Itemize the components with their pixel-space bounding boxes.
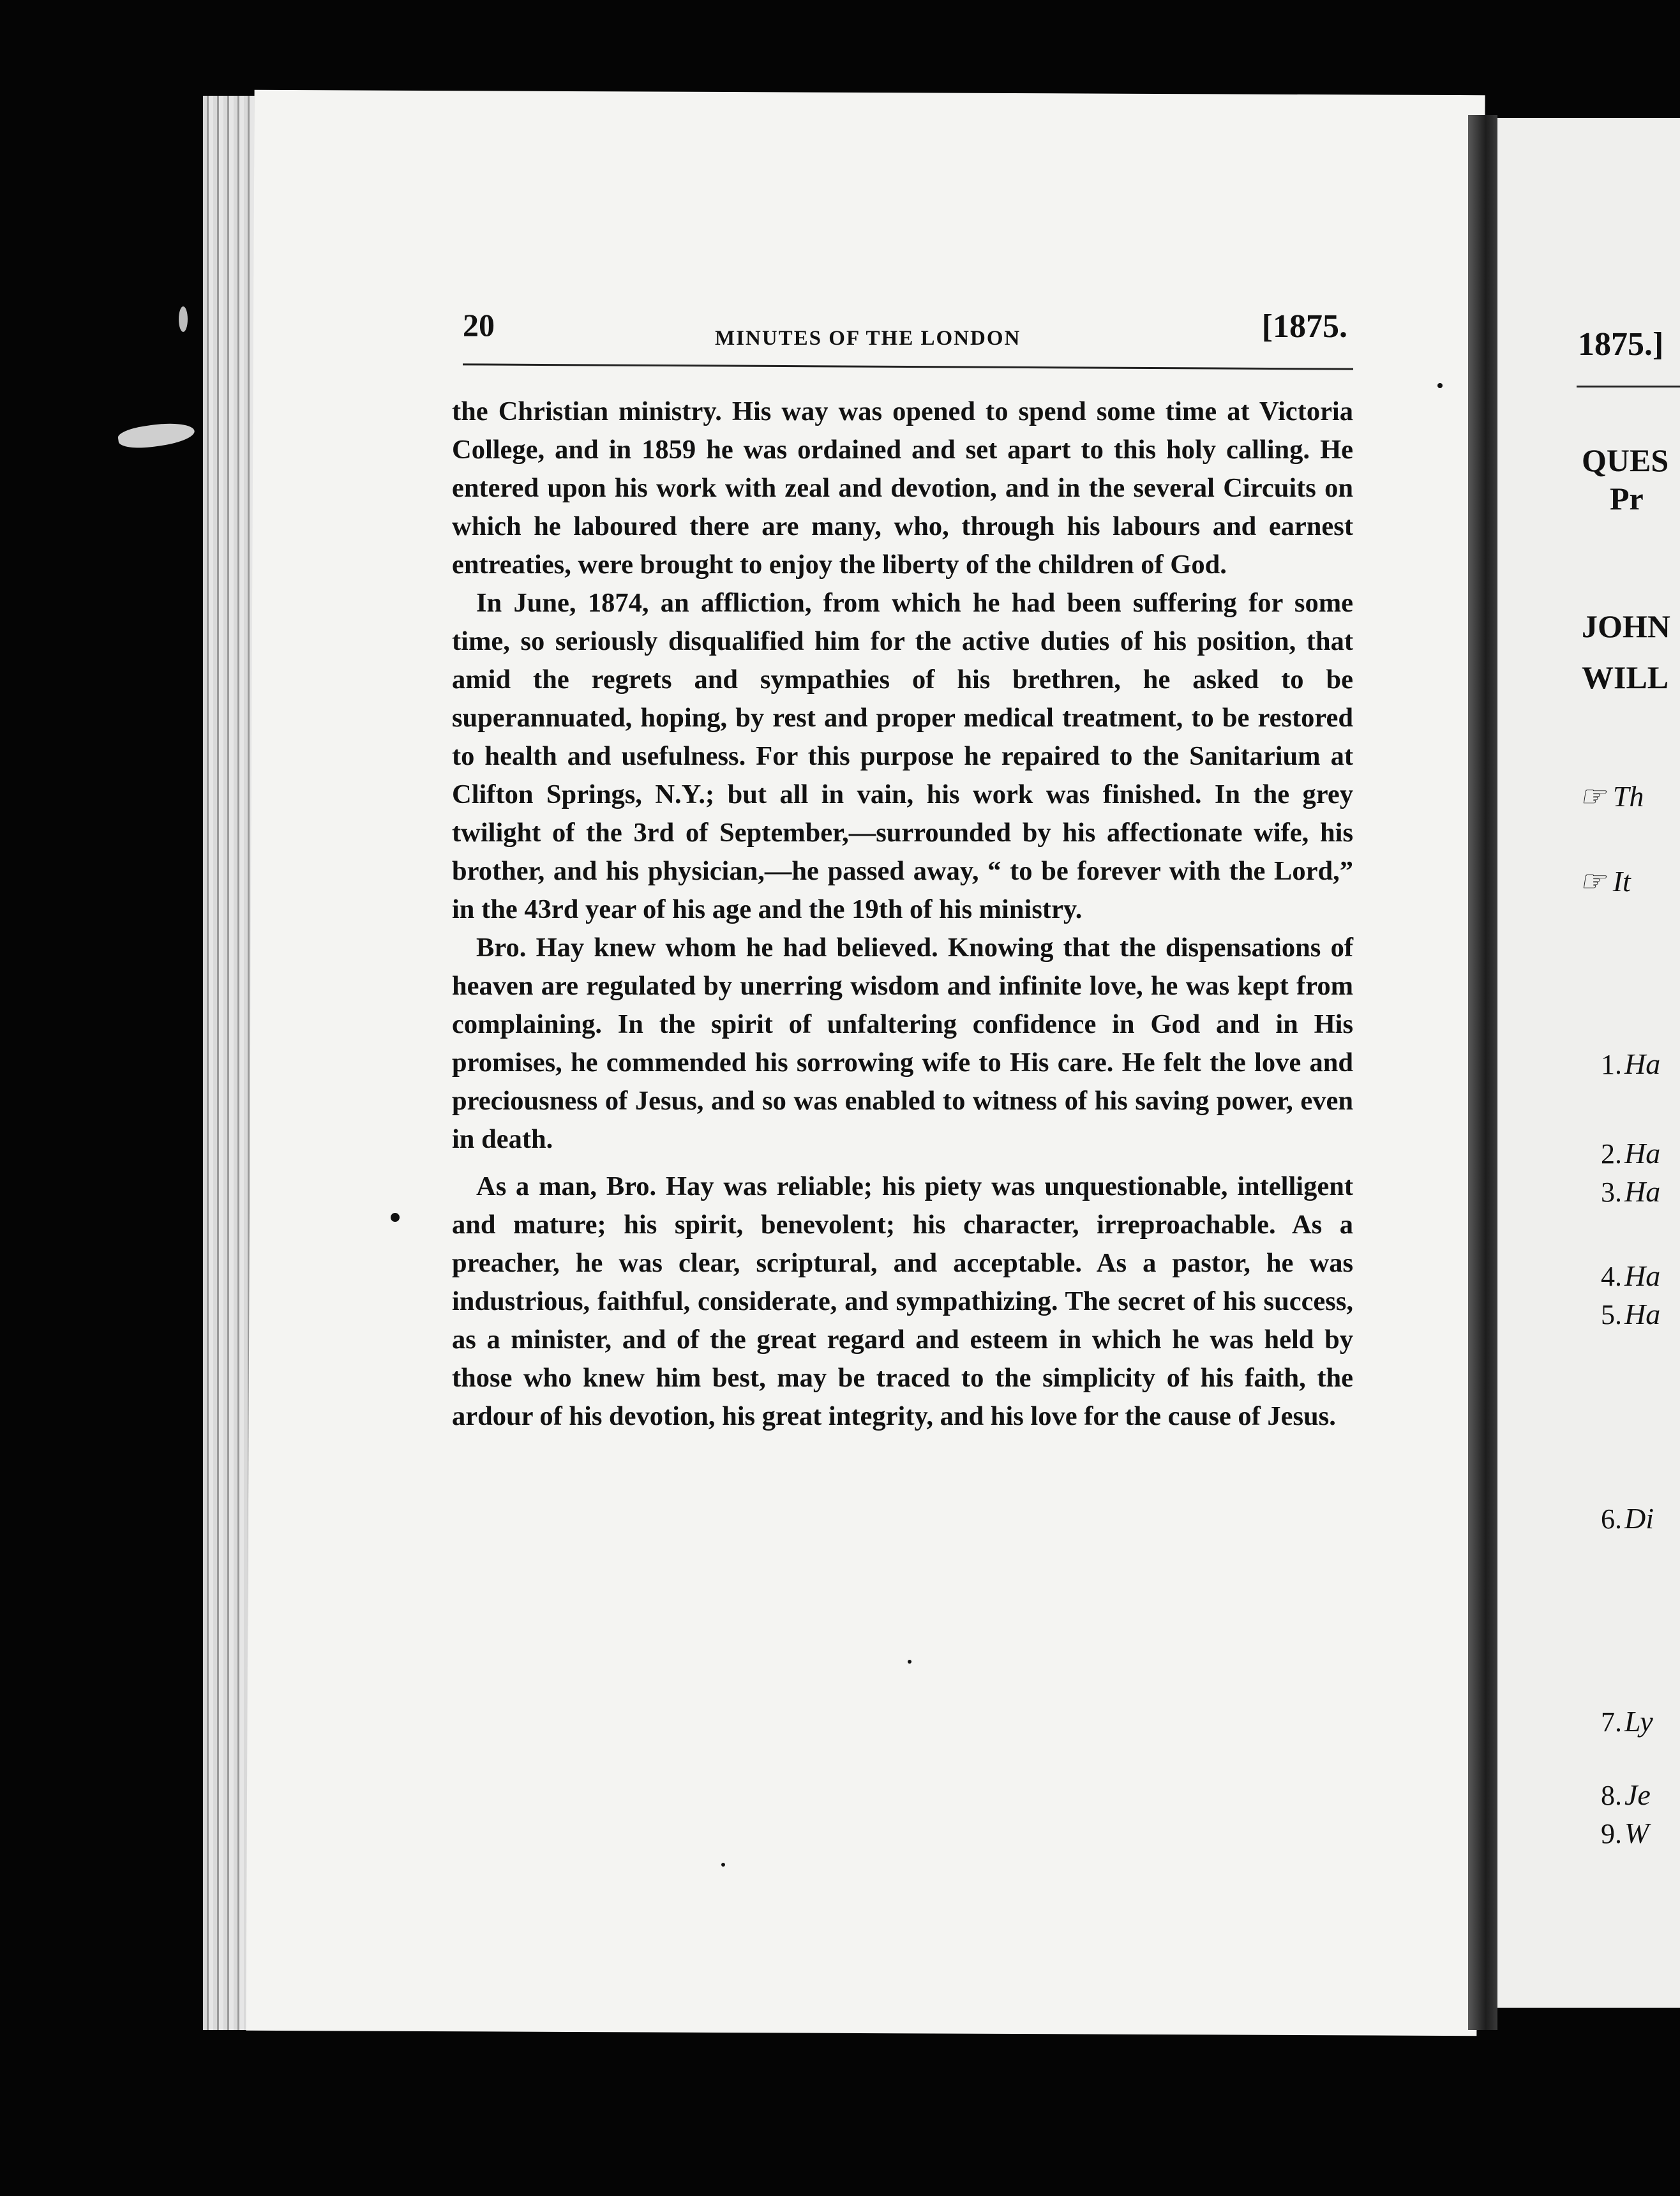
list-number: 4. (1601, 1261, 1622, 1292)
list-number: 1. (1601, 1049, 1622, 1080)
dust-speck (391, 1213, 400, 1222)
list-number: 6. (1601, 1503, 1622, 1535)
list-text: Ha (1624, 1260, 1661, 1292)
running-title: MINUTES OF THE LONDON (715, 327, 1021, 350)
right-note-2: ☞ It (1579, 865, 1631, 898)
paper-scuff-mark (117, 419, 196, 451)
page-header (463, 306, 1361, 357)
paragraph: In June, 1874, an affliction, from which he had been suffering for some time, so seriously disqualified him for the active duties of his position, that amid the regrets and sympathies of his brethren, he asked to be superannuated, hoping, by rest and proper medical treatment, to be restored to health and usefulness. For this purpose he repaired to the Sanitarium at Clifton Springs, N.Y.; but all in vain, his work was finished. In the grey twilight of the 3rd of September,—surrounded by his affectionate wife, his brother, and his physician,—he passed away, “ to be forever with the Lord,” in the 43rd year of his age and the 19th of his ministry. (452, 588, 1353, 924)
list-number: 7. (1601, 1706, 1622, 1738)
page-body-text (452, 393, 1353, 1436)
right-header-rule (1577, 386, 1680, 387)
paragraph: As a man, Bro. Hay was reliable; his piety was unquestionable, intelligent and mature; his spirit, benevolent; his character, irreproachable. As a preacher, he was clear, scriptural, and acceptable. As a pastor, he was industrious, faithful, considerate, and sympathizing. The secret of his success, as a minister, and of the great regard and esteem in which he was held by those who knew him best, may be traced to the simplicity of his faith, the ardour of his devotion, his great integrity, and his love for the cause of Jesus. (452, 1171, 1353, 1431)
list-text: Ha (1624, 1137, 1661, 1169)
list-text: Di (1624, 1502, 1654, 1535)
right-note-1: ☞ Th (1579, 780, 1644, 813)
paper-scuff-mark (179, 306, 188, 332)
list-number: 3. (1601, 1177, 1622, 1208)
list-item (1601, 1175, 1660, 1208)
page-number: 20 (463, 307, 495, 343)
dust-speck (908, 1660, 911, 1664)
list-number: 9. (1601, 1818, 1622, 1849)
list-item (1601, 1136, 1660, 1170)
right-heading-1: QUES (1582, 442, 1669, 478)
list-text: Je (1624, 1779, 1651, 1811)
list-text: Ha (1624, 1048, 1661, 1080)
dust-speck (1437, 383, 1443, 388)
list-number: 5. (1601, 1299, 1622, 1330)
list-item (1601, 1297, 1660, 1331)
list-item (1601, 1704, 1653, 1738)
list-text: Ha (1624, 1175, 1661, 1208)
right-heading-2: Pr (1610, 481, 1644, 516)
list-item (1601, 1501, 1654, 1535)
list-text: Ly (1624, 1705, 1653, 1738)
right-page-header-year: 1875.] (1578, 326, 1664, 363)
list-item (1601, 1816, 1649, 1850)
book-gutter (1468, 115, 1497, 2030)
list-text: W (1624, 1817, 1649, 1849)
dust-speck (721, 1863, 725, 1867)
list-item (1601, 1778, 1651, 1812)
list-number: 2. (1601, 1138, 1622, 1169)
list-text: Ha (1624, 1298, 1661, 1330)
paragraph: Bro. Hay knew whom he had believed. Knowing that the dispensations of heaven are regulated by unerring wisdom and infinite love, he was kept from complaining. In the spirit of unfaltering confidence in God and in His promises, he commended his sorrowing wife to His care. He felt the love and preciousness of Jesus, and so was enabled to witness of his saving power, even in death. (452, 933, 1353, 1154)
list-item (1601, 1047, 1660, 1081)
list-item (1601, 1259, 1660, 1293)
right-name-2: WILL (1582, 659, 1669, 695)
list-number: 8. (1601, 1780, 1622, 1811)
header-year: [1875. (1261, 308, 1347, 345)
paragraph: the Christian ministry. His way was opened to spend some time at Victoria College, and in 1859 he was ordained and set apart to this holy calling. He entered upon his work with zeal and devotion, and in the several Circuits on which he laboured there are many, who, through his labours and earnest entreaties, were brought to enjoy the liberty of the children of God. (452, 396, 1353, 580)
right-name-1: JOHN (1582, 608, 1670, 644)
